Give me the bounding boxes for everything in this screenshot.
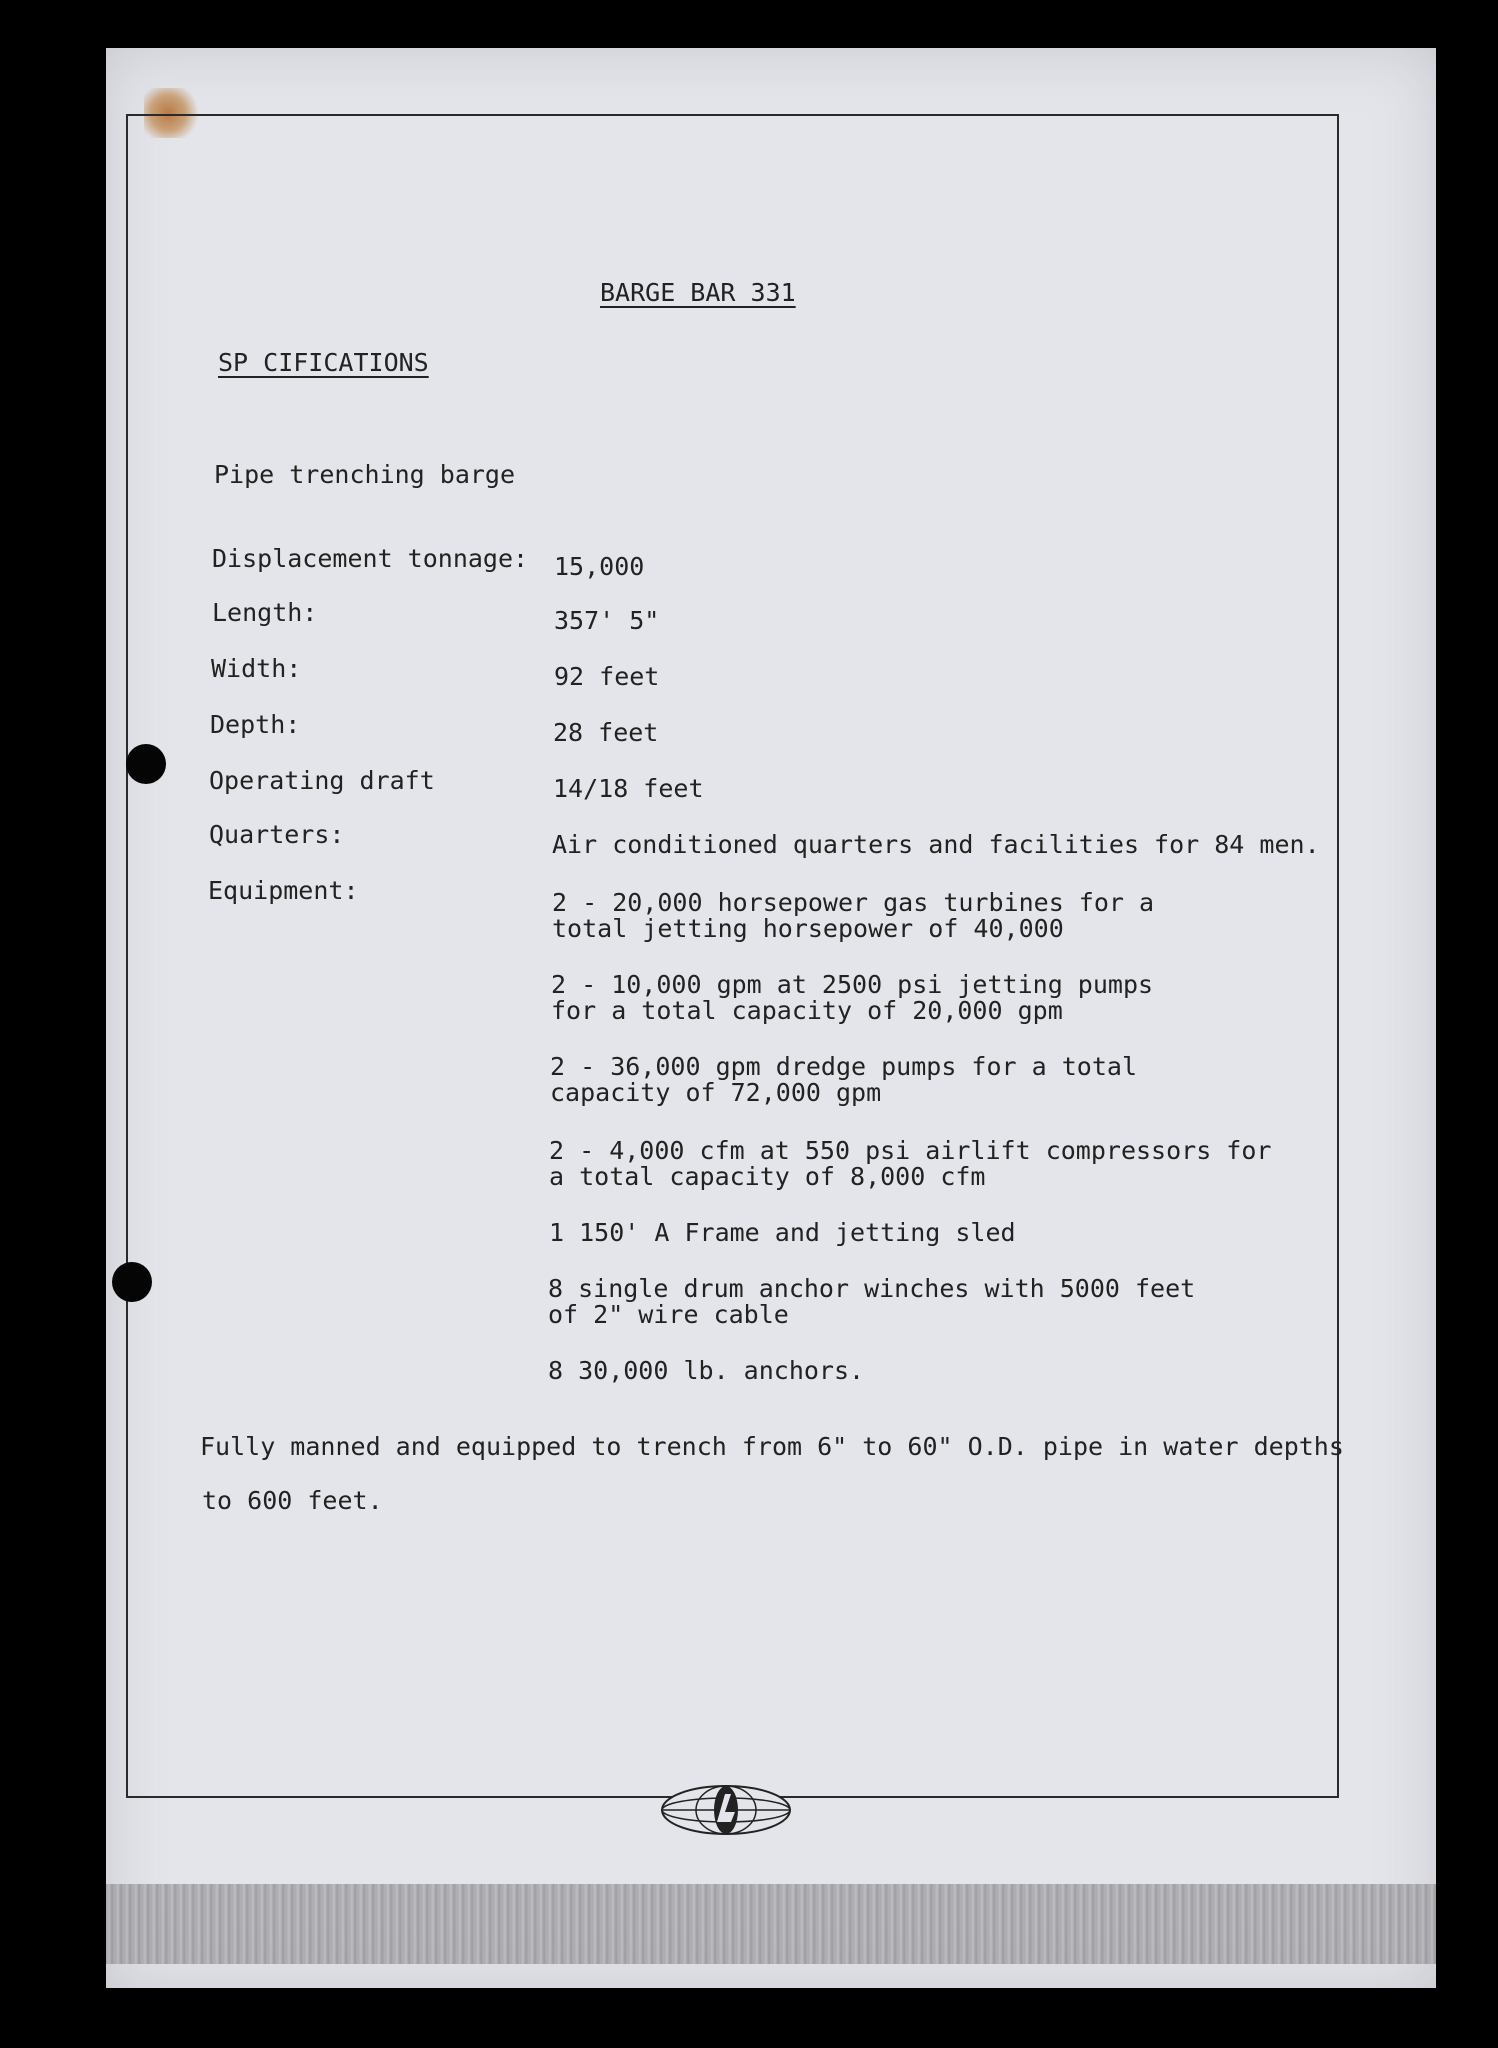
- footer-text: to 600 feet.: [202, 1486, 383, 1515]
- equipment-line: 2 - 36,000 gpm dredge pumps for a total: [550, 1052, 1137, 1081]
- equipment-line: capacity of 72,000 gpm: [550, 1078, 882, 1107]
- spec-value: 15,000: [554, 552, 645, 581]
- spec-value: 28 feet: [553, 718, 659, 747]
- equipment-line: 2 - 10,000 gpm at 2500 psi jetting pumps: [551, 970, 1154, 999]
- equipment-line: 8 single drum anchor winches with 5000 feet: [548, 1274, 1196, 1303]
- section-heading: SP CIFICATIONS: [218, 348, 429, 377]
- spec-label: Operating draft: [209, 766, 435, 795]
- equipment-item: [551, 972, 1153, 1024]
- equipment-item: [548, 1358, 864, 1384]
- equipment-line: 8 30,000 lb. anchors.: [548, 1356, 865, 1385]
- equipment-item: [549, 1220, 1016, 1246]
- spec-value: 14/18 feet: [553, 774, 704, 803]
- spec-label: Displacement tonnage:: [212, 544, 529, 573]
- punch-hole-icon: [112, 1262, 152, 1302]
- spec-value: 357' 5": [554, 606, 660, 635]
- footer-text: Fully manned and equipped to trench from 6" to 60" O.D. pipe in water depths: [200, 1432, 1344, 1461]
- equipment-item: [549, 1138, 1271, 1190]
- document-page: [106, 48, 1436, 1988]
- spec-label: Quarters:: [209, 820, 345, 849]
- subtitle: Pipe trenching barge: [214, 460, 516, 489]
- equipment-line: 2 - 20,000 horsepower gas turbines for a: [552, 888, 1155, 917]
- equipment-item: [552, 890, 1154, 942]
- equipment-line: 2 - 4,000 cfm at 550 psi airlift compressors for: [549, 1136, 1272, 1165]
- punch-hole-icon: [126, 744, 166, 784]
- equipment-item: [548, 1276, 1195, 1328]
- equipment-line: a total capacity of 8,000 cfm: [549, 1162, 986, 1191]
- spec-value: Air conditioned quarters and facilities for 84 men.: [552, 830, 1320, 859]
- spec-label: Depth:: [210, 710, 301, 739]
- equipment-line: 1 150' A Frame and jetting sled: [549, 1218, 1016, 1247]
- equipment-line: total jetting horsepower of 40,000: [552, 914, 1064, 943]
- equipment-item: [550, 1054, 1137, 1106]
- spec-value: 92 feet: [554, 662, 660, 691]
- scan-noise-strip: [106, 1884, 1436, 1964]
- globe-logo-icon: [659, 1782, 793, 1838]
- equipment-line: of 2" wire cable: [548, 1300, 789, 1329]
- spec-label: Equipment:: [208, 876, 359, 905]
- document-title: BARGE BAR 331: [600, 278, 796, 307]
- spec-label: Length:: [212, 598, 318, 627]
- equipment-line: for a total capacity of 20,000 gpm: [551, 996, 1063, 1025]
- spec-label: Width:: [211, 654, 302, 683]
